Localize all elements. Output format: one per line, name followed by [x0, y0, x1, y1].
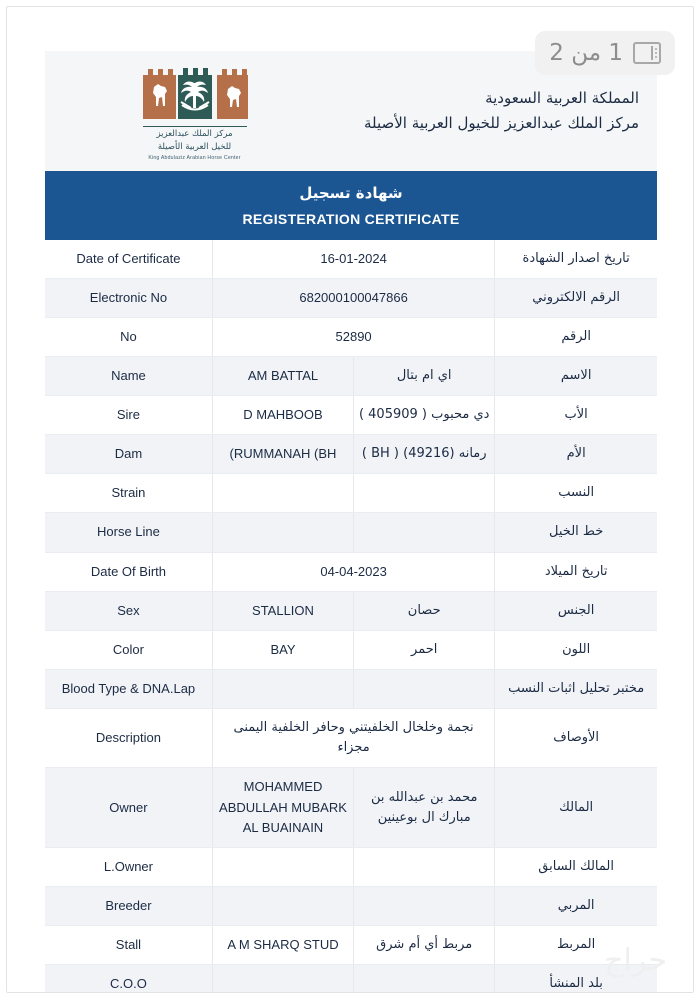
row-label-arabic: خط الخيل: [495, 513, 657, 552]
logo-emblem-icon: [141, 61, 249, 123]
row-label-arabic: الأب: [495, 396, 657, 435]
table-row: [45, 278, 657, 317]
row-value-arabic: حصان: [354, 591, 495, 630]
pages-icon: [633, 42, 661, 64]
row-label-arabic: المالك السابق: [495, 847, 657, 886]
row-label-english: Date Of Birth: [45, 552, 212, 591]
row-label-arabic: الرقم: [495, 317, 657, 356]
center-name: مركز الملك عبدالعزيز للخيول العربية الأصيلة: [363, 114, 639, 132]
table-row: [45, 552, 657, 591]
row-label-english: Electronic No: [45, 278, 212, 317]
row-label-english: Stall: [45, 926, 212, 965]
table-row: [45, 630, 657, 669]
organization-text: [344, 86, 643, 137]
logo-divider: [143, 126, 247, 127]
row-value-english: 52890: [212, 317, 494, 356]
logo-container: [45, 61, 344, 161]
row-value-english: [212, 965, 353, 993]
watermark: حراج: [604, 943, 667, 978]
logo-arabic-line2: للخيل العربية الأصيلة: [157, 142, 232, 152]
row-label-english: Breeder: [45, 887, 212, 926]
certificate-table-body: [45, 240, 657, 994]
row-value-arabic: اي ام بتال: [354, 356, 495, 395]
row-value-english: BAY: [212, 630, 353, 669]
row-label-arabic: النسب: [495, 474, 657, 513]
row-value-english: 682000100047866: [212, 278, 494, 317]
row-value-english: AM BATTAL: [212, 356, 353, 395]
row-value-arabic: احمر: [354, 630, 495, 669]
row-label-english: Date of Certificate: [45, 240, 212, 279]
row-label-arabic: تاريخ اصدار الشهادة: [495, 240, 657, 279]
row-value-arabic: مربط أي أم شرق: [354, 926, 495, 965]
row-value-arabic: [354, 965, 495, 993]
row-value-english: 16-01-2024: [212, 240, 494, 279]
row-value-english: A M SHARQ STUD: [212, 926, 353, 965]
row-label-arabic: الرقم الالكتروني: [495, 278, 657, 317]
table-row: [45, 926, 657, 965]
certificate-title-bar: [45, 171, 657, 240]
table-row: [45, 240, 657, 279]
row-value-english: [212, 474, 353, 513]
row-label-english: Horse Line: [45, 513, 212, 552]
table-row: [45, 356, 657, 395]
table-row: [45, 513, 657, 552]
registration-certificate: [45, 51, 657, 993]
table-row: [45, 396, 657, 435]
row-label-english: C.O.O: [45, 965, 212, 993]
row-value-english: D MAHBOOB: [212, 396, 353, 435]
row-value-arabic: رمانه (49216) ( BH ): [354, 435, 495, 474]
row-label-arabic: بلد المنشأ: [495, 965, 657, 993]
row-value-english: [212, 513, 353, 552]
row-label-english: Description: [45, 709, 212, 768]
logo-english-name: King Abdulaziz Arabian Horse Center: [148, 154, 241, 161]
row-value-english: 04-04-2023: [212, 552, 494, 591]
row-value-arabic: [354, 474, 495, 513]
table-row: [45, 670, 657, 709]
row-label-arabic: المربي: [495, 887, 657, 926]
page-indicator[interactable]: [535, 31, 675, 75]
row-label-arabic: الأوصاف: [495, 709, 657, 768]
row-value-arabic: [354, 670, 495, 709]
certificate-title-english: REGISTERATION CERTIFICATE: [242, 210, 460, 227]
row-label-english: Name: [45, 356, 212, 395]
document-page: [6, 6, 694, 993]
row-value-arabic: [354, 887, 495, 926]
table-row: [45, 435, 657, 474]
logo-arabic-line1: مركز الملك عبدالعزيز: [156, 129, 233, 140]
row-label-english: Color: [45, 630, 212, 669]
table-row: [45, 768, 657, 847]
row-value-arabic: محمد بن عبدالله بن مبارك ال بوعينين: [354, 768, 495, 847]
table-row: [45, 317, 657, 356]
country-name: المملكة العربية السعودية: [485, 88, 639, 107]
table-row: [45, 591, 657, 630]
row-value-english: [212, 670, 353, 709]
certificate-details-table: [45, 240, 657, 994]
row-value-english: STALLION: [212, 591, 353, 630]
row-label-english: Blood Type & DNA.Lap: [45, 670, 212, 709]
row-label-english: Owner: [45, 768, 212, 847]
table-row: [45, 474, 657, 513]
certificate-title-arabic: شهادة تسجيل: [299, 184, 403, 202]
row-value-english: [212, 887, 353, 926]
row-label-english: Sire: [45, 396, 212, 435]
row-value-arabic: دي محبوب ( 405909 ): [354, 396, 495, 435]
row-label-english: Strain: [45, 474, 212, 513]
table-row: [45, 847, 657, 886]
row-value-english: نجمة وخلخال الخلفيتني وحافر الخلفية اليمنى مجزاء: [212, 709, 494, 768]
row-label-arabic: الأم: [495, 435, 657, 474]
horse-center-logo: [135, 61, 255, 161]
row-value-arabic: [354, 513, 495, 552]
row-label-arabic: اللون: [495, 630, 657, 669]
row-label-arabic: الجنس: [495, 591, 657, 630]
table-row: [45, 709, 657, 768]
row-label-english: No: [45, 317, 212, 356]
row-label-arabic: المالك: [495, 768, 657, 847]
row-label-english: Dam: [45, 435, 212, 474]
row-label-arabic: تاريخ الميلاد: [495, 552, 657, 591]
row-value-arabic: [354, 847, 495, 886]
page-indicator-label: 1 من 2: [549, 40, 623, 66]
row-label-english: Sex: [45, 591, 212, 630]
row-label-arabic: الاسم: [495, 356, 657, 395]
table-row: [45, 965, 657, 993]
table-row: [45, 887, 657, 926]
row-label-arabic: المربط: [495, 926, 657, 965]
row-label-english: L.Owner: [45, 847, 212, 886]
row-value-english: (RUMMANAH (BH: [212, 435, 353, 474]
row-value-english: [212, 847, 353, 886]
row-value-english: MOHAMMED ABDULLAH MUBARK AL BUAINAIN: [212, 768, 353, 847]
row-label-arabic: مختبر تحليل اثبات النسب: [495, 670, 657, 709]
